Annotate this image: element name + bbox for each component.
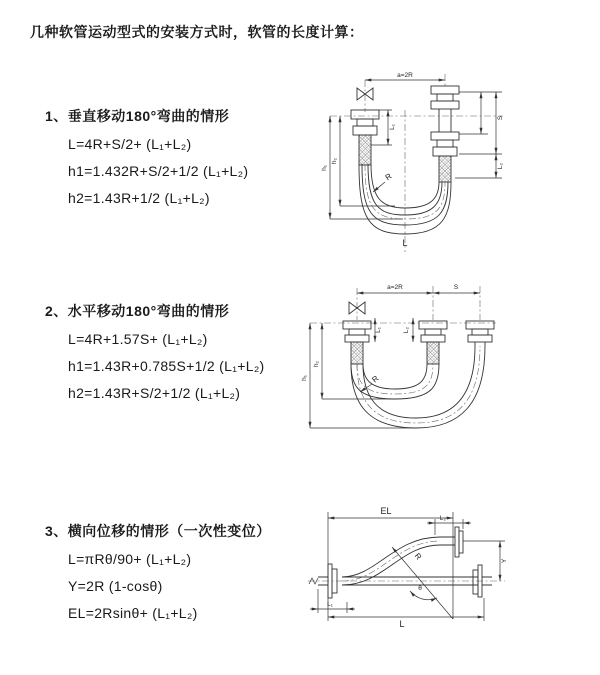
dim-label-r: R bbox=[383, 171, 394, 183]
formula-line: h2=1.43R+1/2 (L₁+L₂) bbox=[68, 190, 210, 206]
vertical-180-bend-diagram bbox=[305, 66, 600, 266]
formula-line: h2=1.43R+S/2+1/2 (L₁+L₂) bbox=[68, 385, 241, 401]
dim-label-l1: L₁ bbox=[389, 124, 396, 130]
lateral-displacement-diagram bbox=[300, 494, 600, 664]
hose-centerlines bbox=[308, 541, 505, 581]
dim-label-el: EL bbox=[380, 506, 392, 516]
dim-label-a2r: a=2R bbox=[397, 72, 413, 79]
formula-line: L=πRθ/90+ (L₁+L₂) bbox=[68, 551, 192, 567]
dim-label-h2: h₂ bbox=[331, 157, 338, 165]
section-3-heading: 3、横向位移的情形（一次性变位） bbox=[45, 523, 271, 539]
dimensions bbox=[330, 80, 502, 219]
dim-label-s: S bbox=[497, 115, 504, 121]
formula-line: EL=2Rsinθ+ (L₁+L₂) bbox=[68, 605, 198, 621]
hose-centerlines bbox=[330, 74, 503, 252]
dim-label-s: S bbox=[453, 284, 459, 291]
dim-label-theta: θ bbox=[418, 585, 422, 592]
dim-label-a2r: a=2R bbox=[387, 284, 403, 291]
formula-line: h1=1.432R+S/2+1/2 (L₁+L₂) bbox=[68, 163, 249, 179]
page-title: 几种软管运动型式的安装方式时，软管的长度计算： bbox=[30, 24, 364, 40]
section-horizontal-180 bbox=[45, 301, 265, 412]
formula-line: L=4R+1.57S+ (L₁+L₂) bbox=[68, 331, 208, 347]
formula-line: Y=2R (1-cosθ) bbox=[68, 578, 163, 594]
hose-drawing bbox=[309, 527, 492, 598]
horizontal-180-bend-diagram bbox=[300, 276, 600, 466]
hose-drawing bbox=[343, 321, 494, 428]
dim-label-l1: L₁ bbox=[327, 601, 333, 608]
dim-label-y: Y bbox=[501, 558, 508, 564]
dim-label-l1: L₁ bbox=[375, 327, 382, 333]
dim-label-l: L bbox=[399, 619, 405, 629]
section-lateral-displacement bbox=[45, 521, 271, 632]
hose-centerlines bbox=[310, 286, 496, 423]
section-2-heading: 2、水平移动180°弯曲的情形 bbox=[45, 303, 230, 319]
dim-label-h2: h₂ bbox=[313, 360, 320, 368]
dimensions bbox=[310, 293, 480, 428]
dim-label-h1: h₁ bbox=[301, 375, 308, 381]
section-1-heading: 1、垂直移动180°弯曲的情形 bbox=[45, 108, 230, 124]
dim-label-l2: L₂ bbox=[439, 515, 447, 522]
formula-line: L=4R+S/2+ (L₁+L₂) bbox=[68, 136, 192, 152]
dim-label-h1: h₁ bbox=[321, 165, 328, 171]
formula-line: h1=1.43R+0.785S+1/2 (L₁+L₂) bbox=[68, 358, 265, 374]
dim-label-l: L bbox=[402, 238, 408, 248]
dim-label-r: R bbox=[412, 551, 424, 562]
dim-label-r: R bbox=[370, 373, 381, 385]
dim-label-l2: L₂ bbox=[497, 162, 504, 170]
dimensions bbox=[310, 512, 505, 621]
dim-label-l2: L₂ bbox=[403, 326, 410, 334]
section-vertical-180 bbox=[45, 106, 248, 217]
